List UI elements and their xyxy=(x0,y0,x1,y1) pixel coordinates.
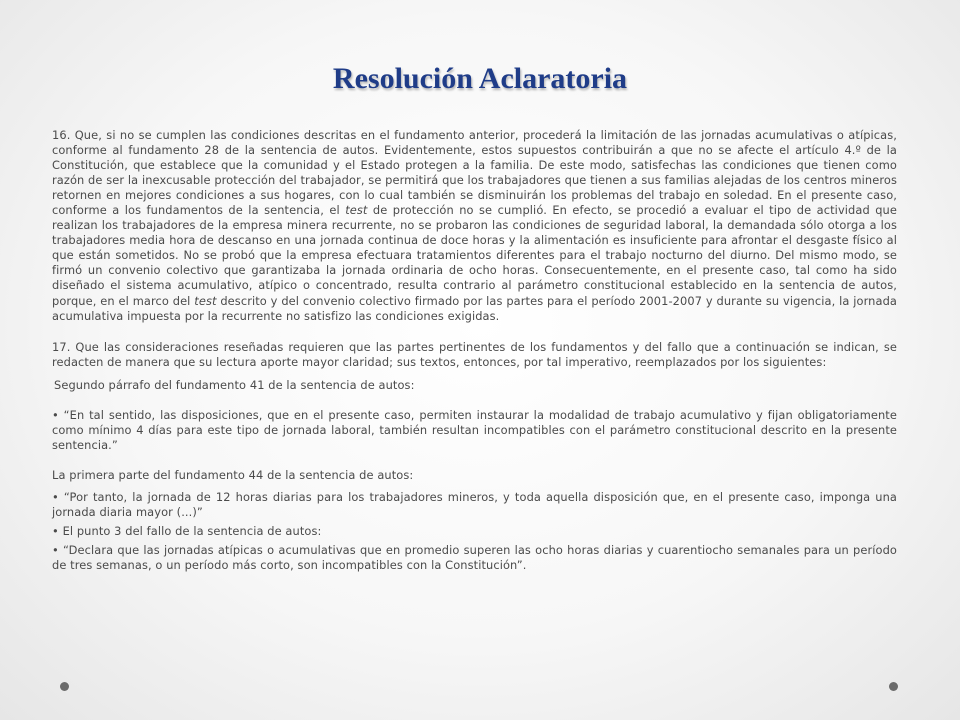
bullet-icon: • xyxy=(52,407,59,422)
quote-text: “Por tanto, la jornada de 12 horas diarias para los trabajadores mineros, y toda aquella disposición que, en el presente caso, imponga una jornada diaria mayor (...)” xyxy=(52,489,897,519)
subheading-fundamento-44: La primera parte del fundamento 44 de la sentencia de autos: xyxy=(52,467,414,482)
slide-body xyxy=(52,128,897,573)
paragraph-16-part-b: de protección no se cumplió. En efecto, se procedió a evaluar el tipo de actividad que realizan los trabajadores de la empresa minera recurrente, no se probaron las condiciones de seguridad laboral, la demandada sólo otorga a los trabajadores media hora de descanso en una jornada continua de doce horas y la alimentación es insuficiente para afrontar el desgaste físico al que están sometidos. No se probó que la empresa efectuara tratamientos diferentes para el trabajo nocturno del diurno. Del mismo modo, se firmó un convenio colectivo que garantizaba la jornada ordinaria de ocho horas. Consecuentemente, en el presente caso, tal como ha sido diseñado el sistema acumulativo, atípico o concentrado, resulta contrario al parámetro constitucional establecido en la sentencia de autos, porque, en el marco del xyxy=(52,203,897,308)
test-term: test xyxy=(345,203,368,218)
bullet-punto-3 xyxy=(52,524,897,539)
decorative-dot-icon xyxy=(889,682,898,691)
quote-fundamento-41 xyxy=(52,408,897,453)
test-term: test xyxy=(194,293,217,308)
decorative-dot-icon xyxy=(60,682,69,691)
bullet-text: El punto 3 del fallo de la sentencia de autos: xyxy=(62,524,322,539)
paragraph-17: 17. Que las consideraciones reseñadas requieren que las partes pertinentes de los fundamentos y del fallo que a continuación se indican, se redacten de manera que su lectura aporte mayor claridad; sus textos, entonces, por tal imperativo, reemplazados por los siguientes: xyxy=(52,339,897,369)
quote-fundamento-44 xyxy=(52,490,897,520)
quote-text: “Declara que las jornadas atípicas o acumulativas que en promedio superen las ocho horas diarias y cuarentiocho semanales para un período de tres semanas, o un período más corto, son incompatibles con la Constitución”. xyxy=(52,543,897,573)
quote-punto-3 xyxy=(52,543,897,573)
bullet-icon: • xyxy=(52,543,59,558)
bullet-icon: • xyxy=(52,489,59,504)
paragraph-16-part-c: descrito y del convenio colectivo firmado por las partes para el período 2001-2007 y durante su vigencia, la jornada acumulativa impuesta por la recurrente no satisfizo las condiciones exigidas. xyxy=(52,293,897,323)
slide-title: Resolución Aclaratoria xyxy=(332,62,628,95)
paragraph-16 xyxy=(52,128,897,324)
subheading-fundamento-41: Segundo párrafo del fundamento 41 de la sentencia de autos: xyxy=(54,377,415,392)
paragraph-16-part-a: 16. Que, si no se cumplen las condiciones descritas en el fundamento anterior, procederá la limitación de las jornadas acumulativas o atípicas, conforme al fundamento 28 de la sentencia de autos. Evidentemente, estos supuestos contribuirán a que no se afecte el artículo 4.º de la Constitución, que establece que la comunidad y el Estado protegen a la familia. De este modo, satisfechas las condiciones que tienen como razón de ser la inexcusable protección del trabajador, se permitirá que los trabajadores que tienen a sus familias alejadas de los centros mineros retornen en mejores condiciones a sus hogares, con lo cual también se disminuirán los problemas del trabajo en soledad. En el presente caso, conforme a los fundamentos de la sentencia, el xyxy=(52,128,897,218)
bullet-icon: • xyxy=(52,524,59,539)
quote-text: “En tal sentido, las disposiciones, que en el presente caso, permiten instaurar la modalidad de trabajo acumulativo y fijan obligatoriamente como mínimo 4 días para este tipo de jornada laboral, también resultan incompatibles con el parámetro constitucional descrito en la presente sentencia.” xyxy=(52,407,897,452)
